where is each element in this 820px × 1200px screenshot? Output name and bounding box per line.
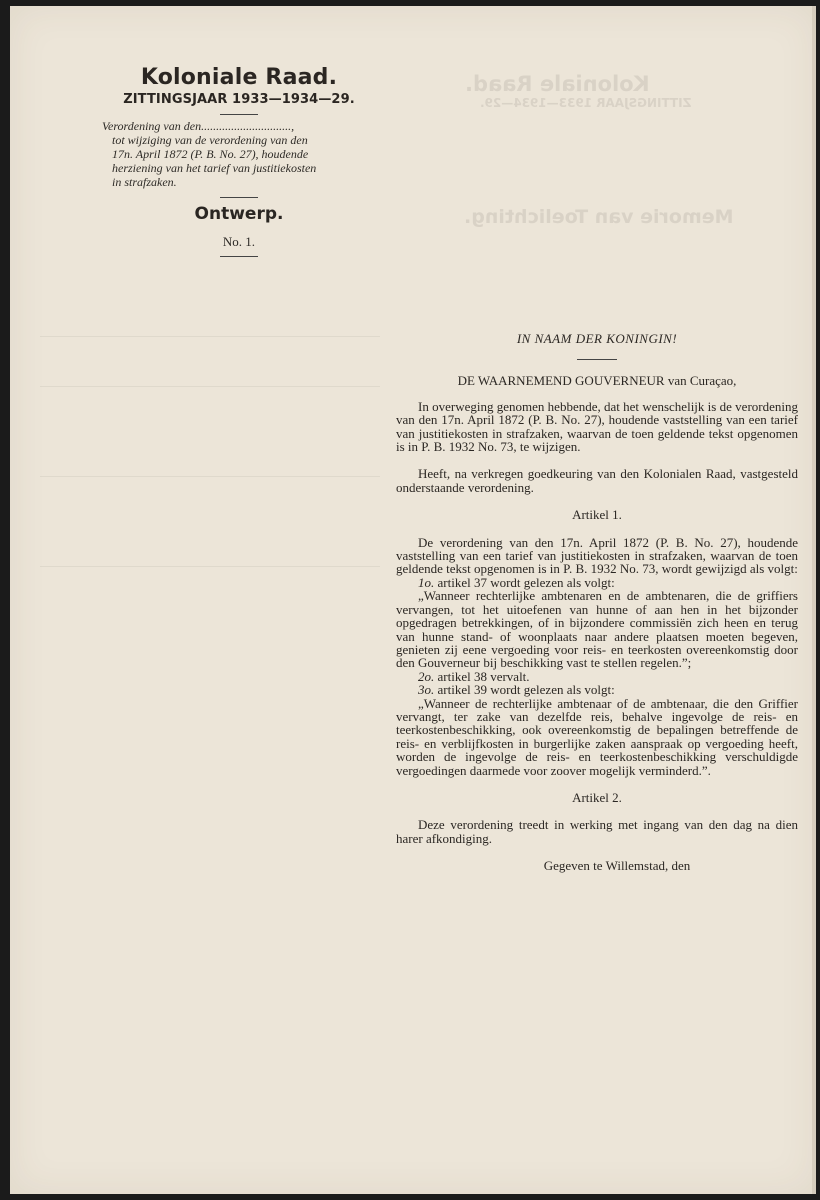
bleed-through-line [40, 336, 380, 337]
session-year: ZITTINGSJAAR 1933—1934—29. [123, 92, 355, 108]
document-page [10, 6, 816, 1194]
item-number: 3o. [418, 682, 435, 698]
ordinance-subject [102, 119, 366, 189]
item-number: 1o. [418, 574, 435, 590]
divider-rule [220, 197, 258, 198]
subject-line: tot wijziging van de verordening van den [112, 132, 308, 147]
bleed-through-title: Koloniale Raad. [465, 72, 650, 96]
consideration-paragraph: In overweging genomen hebbende, dat het wenschelijk is de verordening van den 17n. April 1872 (P. B. No. 27), houdende vaststelling van een tarief van justitiekosten in strafzaken, waarvan de toen geldende tekst opgenomen is in P. B. 1932 No. 73, te wijzigen. [396, 398, 798, 455]
page-edge [812, 6, 816, 1194]
ordinance-body [396, 332, 798, 873]
divider-rule [220, 114, 258, 115]
article-1-intro: De verordening van den 17n. April 1872 (P. B. No. 27), houdende vaststelling van een tarief van justitiekosten in strafzaken, waarvan de toen geldende tekst opgenomen is in P. B. 1932 No. 73, wordt gewijzigd als volgt: [396, 534, 798, 577]
bleed-through-line [40, 386, 380, 387]
item-text: artikel 37 wordt gelezen als volgt: [437, 574, 615, 590]
divider-rule [577, 359, 617, 360]
article-2-title: Artikel 2. [572, 789, 622, 805]
amendment-quote-1: „Wanneer rechterlijke ambtenaren en de ambtenaren, die de griffiers vervangen, tot het uitoefenen van hunne of aan hen in het bijzonder opgedragen betrekkingen, of in bijzondere commissiën zich heen en terug van hunne stand- of woonplaats naar andere plaatsen moeten begeven, genieten zij eene vergoeding voor reis- en teerkosten overeenkomstig door den Gouverneur bij beschikking vast te stellen regelen.”; [396, 588, 798, 671]
draft-label: Ontwerp. [194, 203, 284, 224]
royal-heading: IN NAAM DER KONINGIN! [516, 331, 678, 346]
bleed-through-line [40, 566, 380, 567]
subject-line: 17n. April 1872 (P. B. No. 27), houdende [112, 146, 309, 161]
document-number: No. 1. [222, 234, 256, 250]
bleed-through-heading: Memorie van Toelichting. [464, 206, 734, 228]
approval-paragraph: Heeft, na verkregen goedkeuring van den Kolonialen Raad, vastgesteld onderstaande verordening. [396, 466, 798, 495]
governor-line: DE WAARNEMEND GOUVERNEUR van Curaçao, [457, 373, 737, 389]
amendment-item-2 [396, 670, 798, 683]
amendment-quote-3: „Wanneer de rechterlijke ambtenaar of de ambtenaar, die den Griffier vervangt, ter zake van dezelfde reis, behalve ingevolge de reis- en teerkostenbeschikking, ook overeenkomstig de bepalingen betreffende de reis- en verblijfkosten in burgerlijke zaken aanspraak op vergoeding heeft, worden de ingevolge de reis- en teerkostenbeschikking verschuldigde vergoedingen daarmede voor zoover mogelijk verminderd.”. [396, 695, 798, 778]
divider-rule [220, 256, 258, 257]
document-header [102, 66, 376, 257]
amendment-item-1 [396, 576, 798, 589]
bleed-through-session: ZITTINGSJAAR 1933—1934—29. [480, 96, 692, 110]
item-text: artikel 39 wordt gelezen als volgt: [437, 682, 615, 698]
subject-line: herziening van het tarief van justitiekosten [112, 160, 317, 175]
item-number: 2o. [418, 668, 435, 684]
article-1-title: Artikel 1. [572, 507, 622, 523]
article-2-text: Deze verordening treedt in werking met ingang van den dag na dien harer afkondiging. [396, 817, 798, 846]
item-text: artikel 38 vervalt. [437, 668, 530, 684]
council-title: Koloniale Raad. [140, 65, 338, 90]
subject-line: in strafzaken. [112, 174, 177, 189]
subject-line: Verordening van den.............................., [102, 118, 295, 133]
given-at-line: Gegeven te Willemstad, den [543, 858, 691, 874]
bleed-through-line [40, 476, 380, 477]
amendment-item-3 [396, 683, 798, 696]
